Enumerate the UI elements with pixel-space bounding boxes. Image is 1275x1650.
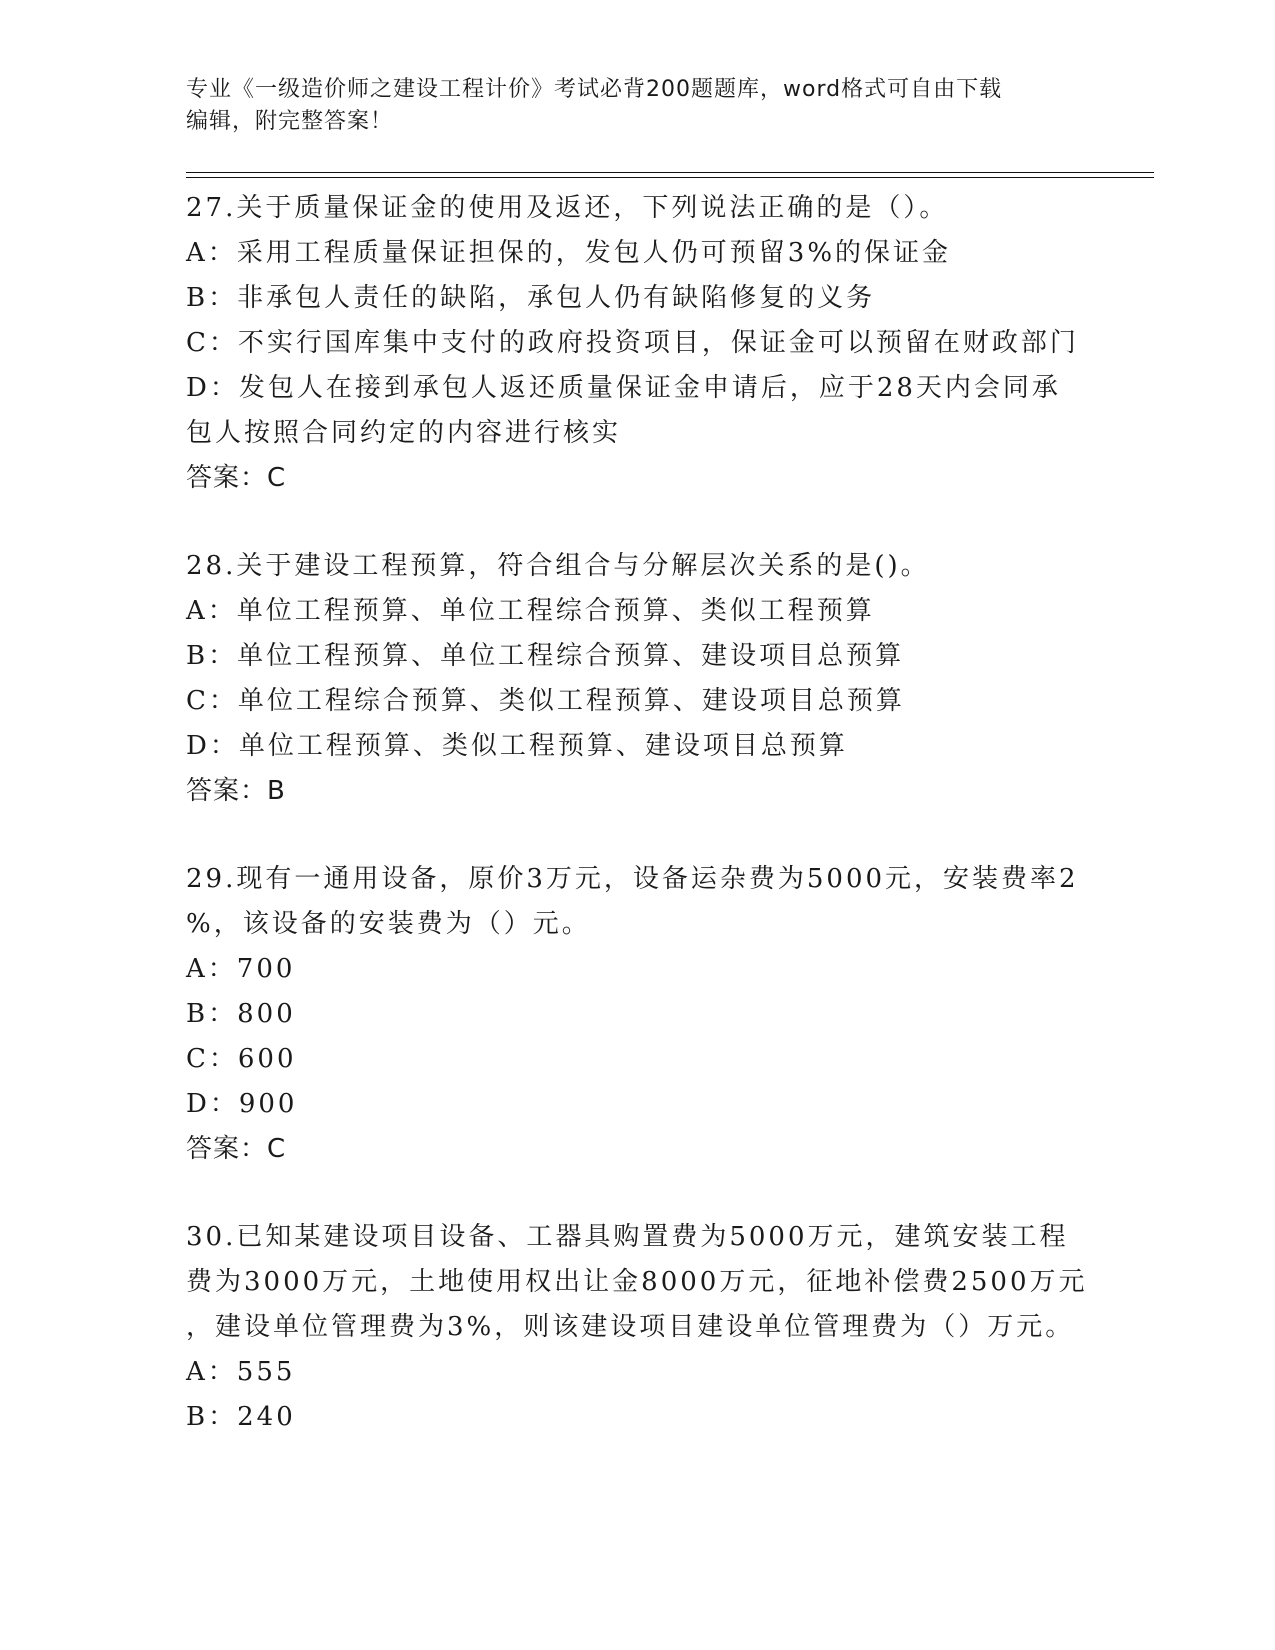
question-list (186, 186, 1086, 1483)
question-block (186, 544, 1086, 814)
answer-label: 答案：C (186, 1134, 287, 1164)
question-option: A：采用工程质量保证担保的，发包人仍可预留3%的保证金 (186, 238, 952, 268)
question-stem: ，建设单位管理费为3%，则该建设项目建设单位管理费为（）万元。 (186, 1312, 1075, 1342)
question-option: B：单位工程预算、单位工程综合预算、建设项目总预算 (186, 641, 905, 671)
question-block (186, 1215, 1086, 1440)
header-divider-top (186, 172, 1154, 173)
question-stem: 27.关于质量保证金的使用及返还，下列说法正确的是（）。 (186, 193, 949, 223)
question-option: B：800 (186, 999, 296, 1029)
question-stem: 30.已知某建设项目设备、工器具购置费为5000万元，建筑安装工程 (186, 1222, 1069, 1252)
question-option: C：600 (186, 1044, 297, 1074)
question-option: 包人按照合同约定的内容进行核实 (186, 418, 622, 448)
question-option: B：240 (186, 1402, 296, 1432)
answer-label: 答案：C (186, 463, 287, 493)
question-option: A：单位工程预算、单位工程综合预算、类似工程预算 (186, 596, 875, 626)
question-option: D：单位工程预算、类似工程预算、建设项目总预算 (186, 731, 848, 761)
question-option: C：单位工程综合预算、类似工程预算、建设项目总预算 (186, 686, 905, 716)
question-stem: 28.关于建设工程预算，符合组合与分解层次关系的是()。 (186, 551, 930, 581)
question-option: A：555 (186, 1357, 296, 1387)
question-option: D：发包人在接到承包人返还质量保证金申请后，应于28天内会同承 (186, 373, 1061, 403)
question-option: A：700 (186, 954, 296, 984)
header-line-2: 编辑，附完整答案！ (186, 109, 394, 134)
question-option: D：900 (186, 1089, 298, 1119)
header-line-1: 专业《一级造价师之建设工程计价》考试必背200题题库，word格式可自由下载 (186, 77, 1003, 102)
answer-label: 答案：B (186, 776, 286, 806)
question-option: C：不实行国库集中支付的政府投资项目，保证金可以预留在财政部门 (186, 328, 1079, 358)
question-stem: 29.现有一通用设备，原价3万元，设备运杂费为5000元，安装费率2 (186, 864, 1079, 894)
question-block (186, 186, 1086, 501)
header-divider-bottom (186, 177, 1154, 178)
document-header (186, 74, 1066, 138)
question-option: B：非承包人责任的缺陷，承包人仍有缺陷修复的义务 (186, 283, 876, 313)
question-block (186, 857, 1086, 1172)
question-stem: 费为3000万元，土地使用权出让金8000万元，征地补偿费2500万元 (186, 1267, 1088, 1297)
question-stem: %，该设备的安装费为（）元。 (186, 909, 591, 939)
